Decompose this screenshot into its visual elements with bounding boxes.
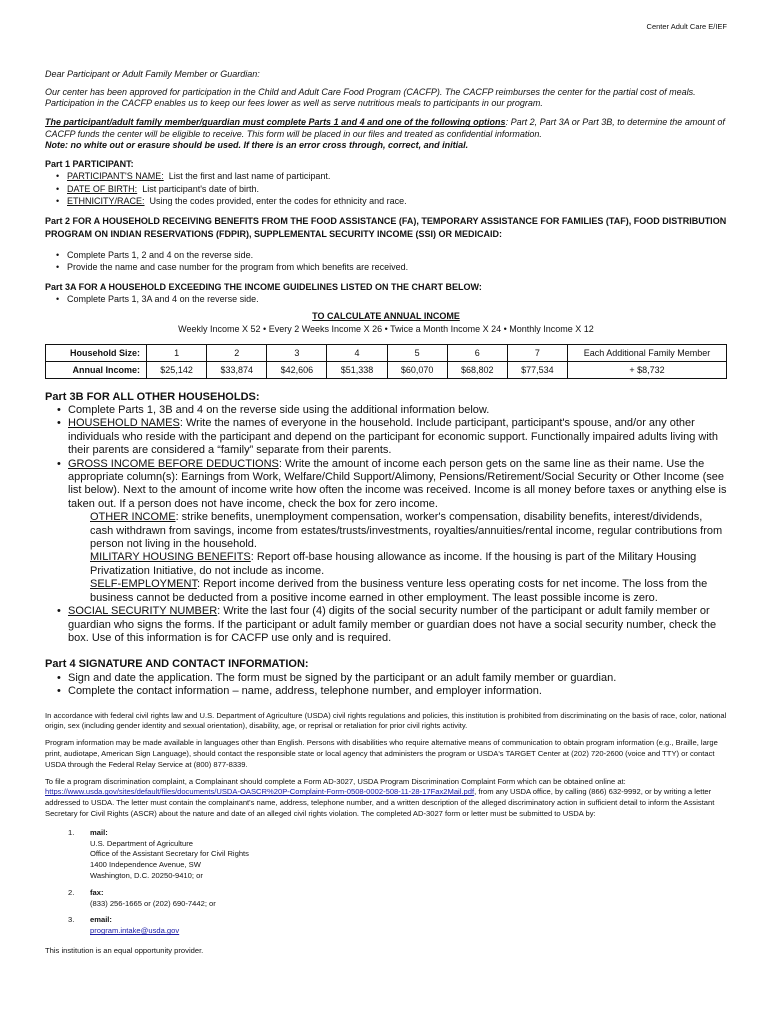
instructions-lead: The participant/adult family member/guardian must complete Parts 1 and 4 and one of the following options <box>45 117 506 128</box>
instructions-text: : Part 2, Part 3A or Part 3B, to determine the amount of CACFP funds the center will be eligible to receive. This form will be placed in our files and treated as confidential information. <box>45 117 725 139</box>
list-item: • DATE OF BIRTH: List participant's date of birth. <box>45 183 727 196</box>
legal-paragraph-2: Program information may be made available in languages other than English. Persons with disabilities who require alternative means of communication to obtain program information (e.g., Braille, large print, audiotape, American Sign Language), should contact the responsible state or local agency that administers the program or USDA's TARGET Center at (202) 720-2600 (voice and TTY) or contact USDA through the Federal Relay Service at (800) 877-8339. <box>45 738 718 769</box>
table-cell: $60,070 <box>387 361 447 378</box>
list-item: • Complete Parts 1, 3B and 4 on the reverse side using the additional information below. <box>45 404 727 417</box>
part2-section <box>45 215 727 274</box>
table-cell: 7 <box>507 344 567 361</box>
list-item: • ETHNICITY/RACE: Using the codes provided, enter the codes for ethnicity and race. <box>45 195 727 208</box>
equal-opportunity-footer: This institution is an equal opportunity provider. <box>45 945 204 955</box>
table-cell: $42,606 <box>267 361 327 378</box>
legal-paragraph-3: To file a program discrimination complaint, a Complainant should complete a Form AD-3027, USDA Program Discrimination Complaint Form which can be obtained online at: https://www.usda.gov/sites/default/files/documents/USDA-OASCR%20P-Complaint-Form-0508-0002-508-11-28-17Fax2Mail.pdf, from any USDA office, by calling (866) 632-9992, or by writing a letter addressed to USDA. The letter must contain the complainant's name, address, telephone number, and a written description of the alleged discriminatory action in sufficient detail to inform the Assistant Secretary for Civil Rights (ASCR) about the nature and date of an alleged civil rights violation. The completed AD-3027 form or letter must be submitted to USDA by: <box>45 776 715 818</box>
table-cell: Each Additional Family Member <box>568 344 727 361</box>
list-item: • Provide the name and case number for the program from which benefits are received. <box>45 261 727 273</box>
table-cell: $68,802 <box>447 361 507 378</box>
nondiscrimination-statement <box>45 711 727 957</box>
part3a-title: Part 3A FOR A HOUSEHOLD EXCEEDING THE INCOME GUIDELINES LISTED ON THE CHART BELOW: <box>45 281 482 292</box>
intro-paragraph: Our center has been approved for participation in the Child and Adult Care Food Program (CACFP). The CACFP reimburses the center for the partial cost of meals. Participation in the CACFP enables us to keep our fees lower as well as serve nutritious meals to participants in our program. <box>45 87 696 109</box>
self-employment-note: SELF-EMPLOYMENT: Report income derived from the business venture less operating costs for net income. The loss from the business cannot be deducted from a positive income earned in other employment. The least possible income is zero. <box>90 578 708 604</box>
table-row <box>46 344 727 361</box>
list-item: • Complete Parts 1, 2 and 4 on the reverse side. <box>45 249 727 261</box>
note-text: Note: no white out or erasure should be used. If there is an error cross through, correct, and initial. <box>45 139 469 150</box>
fax-option: 2. fax: (833) 256-1665 or (202) 690-7442; or <box>68 887 216 908</box>
table-cell: 2 <box>207 344 267 361</box>
complaint-form-link[interactable]: https://www.usda.gov/sites/default/files/documents/USDA-OASCR%20P-Complaint-Form-0508-0002-508-11-28-17Fax2Mail.pdf <box>45 787 475 797</box>
list-item: • Sign and date the application. The form must be signed by the participant or an adult family member or guardian. <box>45 672 727 685</box>
form-header: Center Adult Care E/IEF <box>646 22 727 31</box>
income-table <box>45 344 727 379</box>
household-size-label: Household Size: <box>46 344 147 361</box>
calc-formula: Weekly Income X 52 • Every 2 Weeks Income X 26 • Twice a Month Income X 24 • Monthly Income X 12 <box>178 324 594 335</box>
legal-paragraph-1: In accordance with federal civil rights law and U.S. Department of Agriculture (USDA) civil rights regulations and policies, this institution is prohibited from discriminating on the basis of race, color, national origin, sex (including gender identity and sexual orientation), disability, age, or reprisal or retaliation for prior civil rights activity. <box>45 710 727 731</box>
email-link[interactable]: program.intake@usda.gov <box>90 926 180 936</box>
other-income-note: OTHER INCOME: strike benefits, unemployment compensation, worker's compensation, disability benefits, interest/dividends, cash withdrawn from savings, income from estates/trusts/investments, royalties/annuities/rental income, regular contributions from person not living in the household. <box>90 511 723 551</box>
part1-section <box>45 159 727 208</box>
annual-income-label: Annual Income: <box>46 361 147 378</box>
email-option: 3. email: program.intake@usda.gov <box>68 915 180 936</box>
list-item: • Complete Parts 1, 3A and 4 on the reverse side. <box>45 293 727 305</box>
table-cell: 3 <box>267 344 327 361</box>
mail-option: 1. mail: U.S. Department of Agriculture Office of the Assistant Secretary for Civil Rights 1400 Independence Avenue, SW Washington, D.C. 20250-9410; or <box>68 827 249 880</box>
list-item: • PARTICIPANT'S NAME: List the first and last name of participant. <box>45 170 727 183</box>
table-cell: $51,338 <box>327 361 387 378</box>
table-cell: + $8,732 <box>568 361 727 378</box>
calc-title: TO CALCULATE ANNUAL INCOME <box>312 311 460 322</box>
list-item: • GROSS INCOME BEFORE DEDUCTIONS: Write the amount of income each person gets on the same line as their name. Use the appropriate column(s): Earnings from Work, Welfare/Child Support/Alimony, Pensions/Retirement/Social Security or Other Income (see list below). Next to the amount of income write how often the income was received. Income is all money before taxes or anything else is taken out. If a person does not have income, check the box for zero income. <box>45 458 727 512</box>
list-item: • SOCIAL SECURITY NUMBER: Write the last four (4) digits of the social security number of the participant or adult family member or guardian who signs the forms. If the participant or adult family member or guardian does not have a social security number, check the box. Use of this information is for CACFP use only and is required. <box>45 605 727 645</box>
table-cell: $25,142 <box>147 361 207 378</box>
table-cell: $77,534 <box>507 361 567 378</box>
table-row <box>46 361 727 378</box>
list-item: • HOUSEHOLD NAMES: Write the names of everyone in the household. Include participant, participant's spouse, and/or any other individuals who reside with the participant and depend on the participant for economic support. Functionally impaired adults living with their parents are considered a “family” separate from their parents. <box>45 417 727 457</box>
table-cell: $33,874 <box>207 361 267 378</box>
table-cell: 6 <box>447 344 507 361</box>
table-cell: 4 <box>327 344 387 361</box>
list-item: • Complete the contact information – name, address, telephone number, and employer information. <box>45 685 727 698</box>
calc-block <box>45 310 727 335</box>
greeting: Dear Participant or Adult Family Member or Guardian: <box>45 69 260 79</box>
part2-title: Part 2 FOR A HOUSEHOLD RECEIVING BENEFITS FROM THE FOOD ASSISTANCE (FA), TEMPORARY ASSISTANCE FOR FAMILIES (TAF), FOOD DISTRIBUTION PROGRAM ON INDIAN RESERVATIONS (FDPIR), SUPPLEMENTAL SECURITY INCOME (SSI) OR MEDICAID: <box>45 216 727 239</box>
part4-section <box>45 658 727 698</box>
table-cell: 5 <box>387 344 447 361</box>
table-cell: 1 <box>147 344 207 361</box>
part3a-section <box>45 282 727 306</box>
military-housing-note: MILITARY HOUSING BENEFITS: Report off-base housing allowance as income. If the housing is part of the Military Housing Privatization Initiative, do not include as income. <box>90 551 697 577</box>
part3b-title: Part 3B FOR ALL OTHER HOUSEHOLDS: <box>45 390 260 403</box>
part1-title: Part 1 PARTICIPANT: <box>45 159 134 170</box>
part4-title: Part 4 SIGNATURE AND CONTACT INFORMATION: <box>45 658 309 671</box>
part3b-section <box>45 391 727 646</box>
instructions-paragraph <box>45 117 727 151</box>
